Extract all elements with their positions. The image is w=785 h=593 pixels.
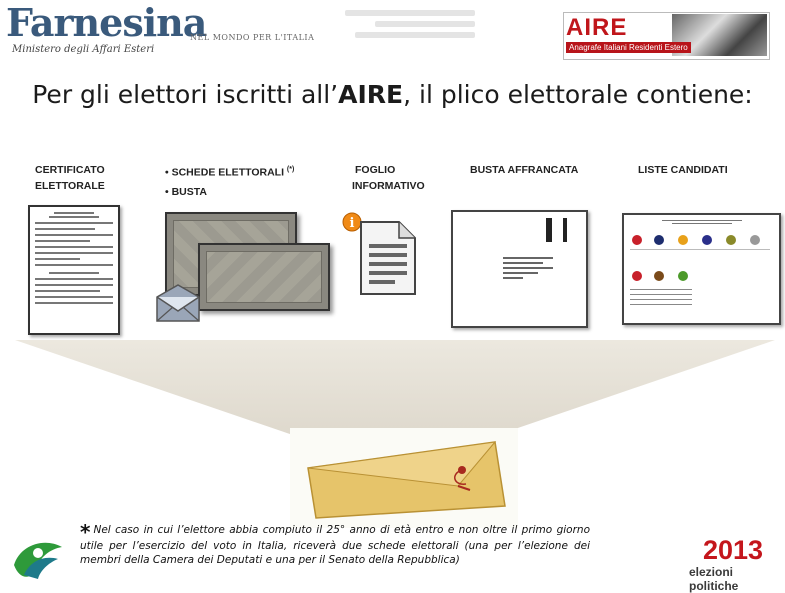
farnesina-subtitle: Ministero degli Affari Esteri: [12, 44, 155, 55]
faded-header-watermark: [345, 10, 485, 52]
label-schede-bullet1: • SCHEDE ELETTORALI: [165, 166, 284, 179]
mail-icon: [153, 283, 203, 325]
footnote-text: Nel caso in cui l’elettore abbia compiuto il 25° anno di età entro e non oltre il primo giorno utile per l’esercizio del voto in Italia, riceverà due schede elettorali (una per l’elezione dei membri della Camera dei Deputati e una per il Senato della Repubblica): [80, 524, 590, 566]
scheda-elettorale-2: [198, 243, 330, 311]
title-text-start: Per gli elettori iscritti all’: [32, 80, 339, 109]
label-foglio: [352, 162, 425, 194]
label-busta-bullet: • BUSTA: [165, 185, 207, 198]
aire-logo-subtitle: Anagrafe Italiani Residenti Estero: [566, 42, 691, 53]
label-certificato: [35, 162, 105, 194]
svg-text:i: i: [349, 216, 355, 231]
plico-envelope-image: [290, 428, 518, 528]
stamp-bar-2: [563, 218, 567, 242]
stamp-bar-1: [546, 218, 552, 242]
label-liste-candidati: LISTE CANDIDATI: [638, 164, 728, 176]
title-text-end: , il plico elettorale contiene:: [403, 80, 753, 109]
page-title: [0, 80, 785, 109]
title-highlight: AIRE: [338, 80, 404, 109]
election-caption: elezioni politiche: [689, 565, 739, 593]
aire-logo-text: AIRE: [566, 14, 628, 41]
farnesina-tagline: NEL MONDO PER L'ITALIA: [190, 33, 315, 42]
certificato-document-image: [28, 205, 120, 335]
address-block: [503, 254, 553, 282]
green-logo-icon: [10, 535, 66, 583]
label-certificato-line1: CERTIFICATO: [35, 164, 105, 176]
label-foglio-line1: FOGLIO: [355, 164, 396, 176]
election-year: 2013: [703, 535, 764, 565]
foglio-document-icon: [357, 218, 419, 298]
farnesina-logo: Farnesina: [6, 0, 207, 45]
label-certificato-line2: ELETTORALE: [35, 180, 105, 192]
label-busta-affrancata: BUSTA AFFRANCATA: [470, 164, 579, 176]
label-schede: [165, 162, 294, 200]
label-foglio-line2: INFORMATIVO: [352, 180, 425, 192]
footnote-star: *: [80, 520, 91, 544]
busta-affrancata-image: [451, 210, 588, 328]
label-schede-marker: (*): [286, 166, 295, 173]
liste-candidati-image: [622, 213, 781, 325]
footnote: [80, 520, 590, 567]
